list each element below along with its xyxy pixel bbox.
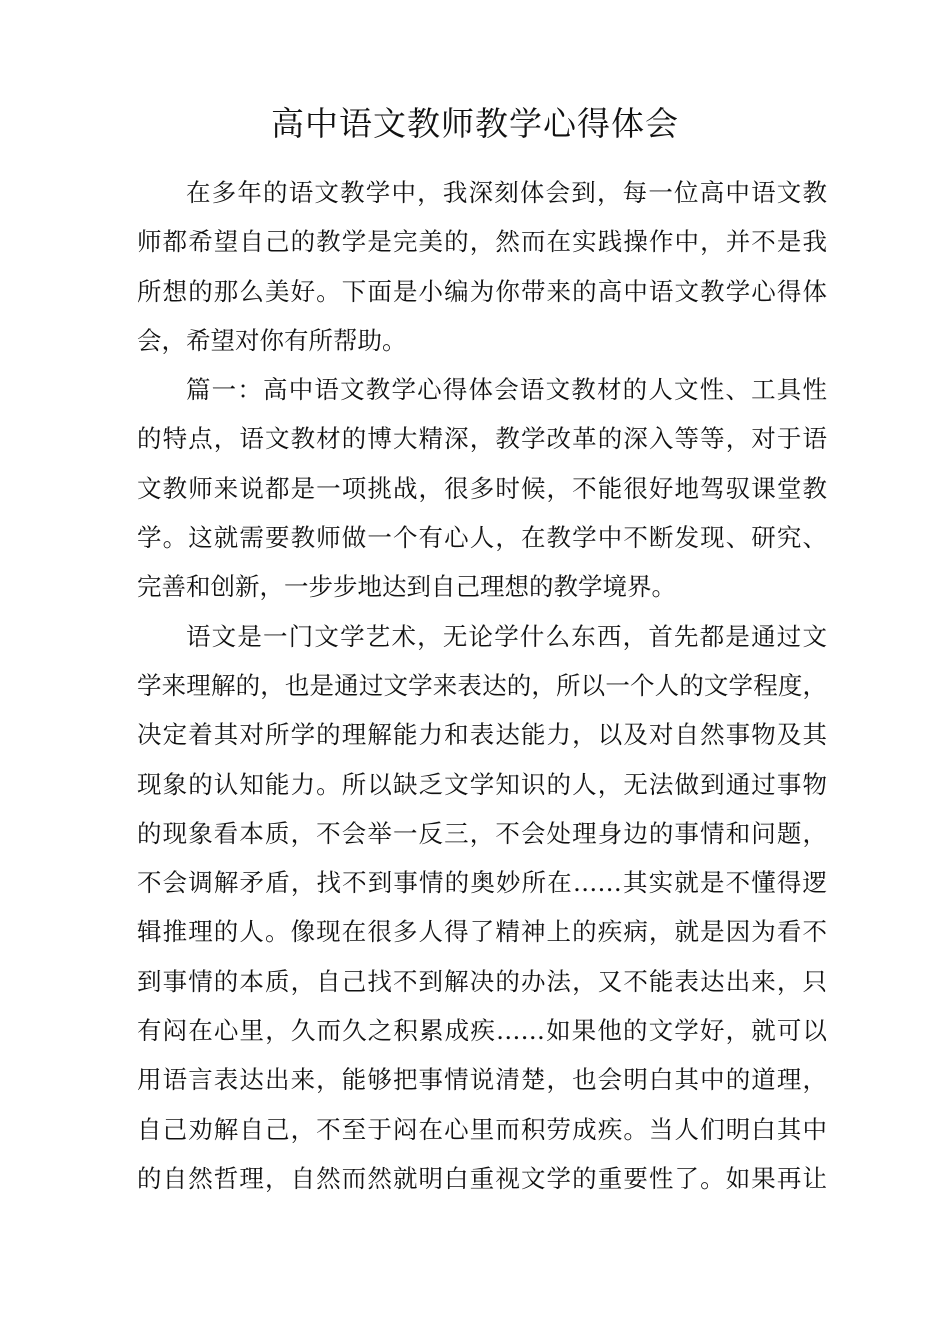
document-body bbox=[137, 168, 827, 1203]
text-line: 的特点，语文教材的博大精深，教学改革的深入等等，对于语 bbox=[137, 424, 827, 454]
text-line: 篇一：高中语文教学心得体会语文教材的人文性、工具性 bbox=[186, 375, 827, 405]
text-line: 自己劝解自己，不至于闷在心里而积劳成疾。当人们明白其中 bbox=[137, 1114, 827, 1144]
text-line: 在多年的语文教学中，我深刻体会到，每一位高中语文教 bbox=[186, 178, 827, 207]
text-line: 辑推理的人。像现在很多人得了精神上的疾病，就是因为看不 bbox=[137, 917, 827, 947]
text-line: 学来理解的，也是通过文学来表达的，所以一个人的文学程度， bbox=[137, 670, 827, 700]
text-line: 有闷在心里，久而久之积累成疾……如果他的文学好，就可以 bbox=[137, 1016, 827, 1046]
text-line: 决定着其对所学的理解能力和表达能力，以及对自然事物及其 bbox=[137, 720, 827, 750]
text-line: 完善和创新，一步步地达到自己理想的教学境界。 bbox=[137, 572, 676, 602]
text-line: 语文是一门文学艺术，无论学什么东西，首先都是通过文 bbox=[186, 621, 827, 651]
document-title: 高中语文教师教学心得体会 bbox=[271, 104, 679, 143]
text-line: 不会调解矛盾，找不到事情的奥妙所在……其实就是不懂得逻 bbox=[137, 868, 827, 898]
text-line: 文教师来说都是一项挑战，很多时候，不能很好地驾驭课堂教 bbox=[137, 473, 827, 503]
text-line: 师都希望自己的教学是完美的，然而在实践操作中，并不是我 bbox=[137, 227, 827, 257]
text-line: 用语言表达出来，能够把事情说清楚，也会明白其中的道理， bbox=[137, 1065, 827, 1095]
text-line: 所想的那么美好。下面是小编为你带来的高中语文教学心得体 bbox=[137, 276, 827, 306]
text-line: 会，希望对你有所帮助。 bbox=[137, 325, 407, 355]
text-line: 现象的认知能力。所以缺乏文学知识的人，无法做到通过事物 bbox=[137, 769, 827, 799]
text-line: 的自然哲理，自然而然就明白重视文学的重要性了。如果再让 bbox=[137, 1163, 827, 1193]
text-line: 的现象看本质，不会举一反三，不会处理身边的事情和问题， bbox=[137, 818, 827, 848]
text-line: 学。这就需要教师做一个有心人，在教学中不断发现、研究、 bbox=[137, 523, 827, 553]
text-line: 到事情的本质，自己找不到解决的办法，又不能表达出来，只 bbox=[137, 966, 827, 996]
